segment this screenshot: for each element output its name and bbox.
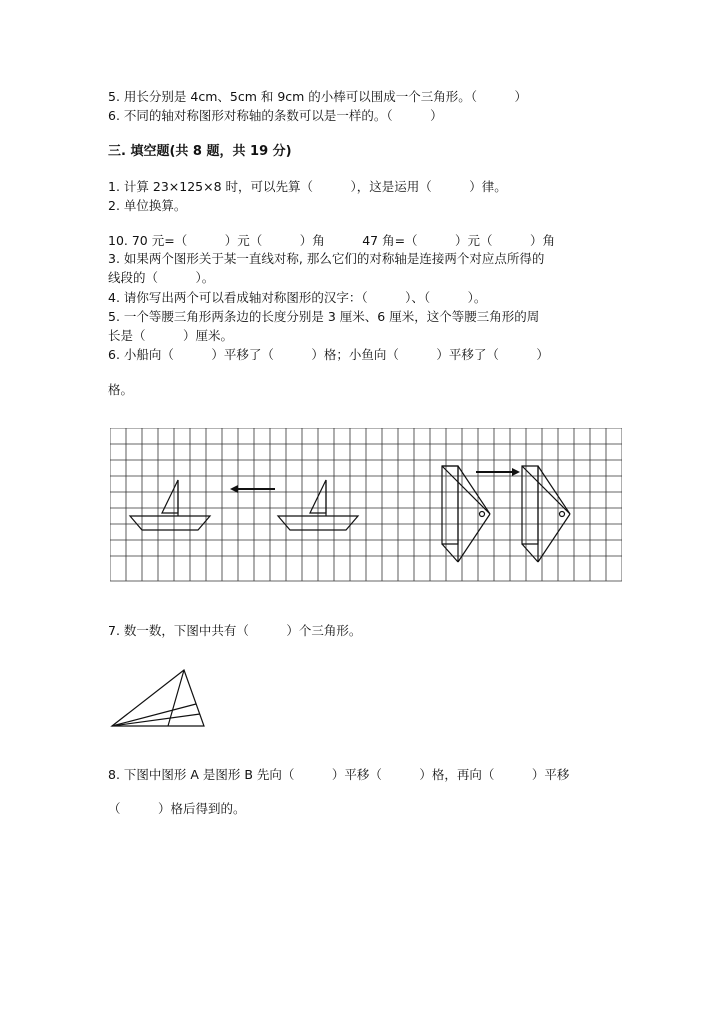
translation-grid-figure: [110, 428, 622, 582]
section-title: 三. 填空题(共 8 题，共 19 分): [108, 144, 292, 159]
question-5-line-2: 长是（ ）厘米。: [108, 328, 234, 343]
question-3-line-2: 线段的（ ）。: [108, 270, 215, 285]
arrow-right-icon: [476, 468, 520, 476]
question-6-line-1: 6. 小船向（ ）平移了（ ）格；小鱼向（ ）平移了（ ）: [108, 347, 549, 362]
question-2: 2. 单位换算。: [108, 198, 187, 213]
question-8-line-2: （ ）格后得到的。: [108, 801, 246, 816]
triangle-count-figure: [108, 666, 208, 730]
question-3-line-1: 3. 如果两个图形关于某一直线对称, 那么它们的对称轴是连接两个对应点所得的: [108, 251, 545, 266]
fish-right: [522, 466, 570, 562]
question-2-conversion: 10. 70 元=（ ）元（ ）角 47 角=（ ）元（ ）角: [108, 233, 556, 248]
judge-item-5: 5. 用长分别是 4cm、5cm 和 9cm 的小棒可以围成一个三角形。（ ）: [108, 89, 528, 104]
judge-item-6: 6. 不同的轴对称图形对称轴的条数可以是一样的。（ ）: [108, 108, 443, 123]
question-5-line-1: 5. 一个等腰三角形两条边的长度分别是 3 厘米、6 厘米，这个等腰三角形的周: [108, 309, 540, 324]
grid-lines: [110, 428, 622, 581]
question-1: 1. 计算 23×125×8 时，可以先算（ ），这是运用（ ）律。: [108, 179, 507, 194]
question-4: 4. 请你写出两个可以看成轴对称图形的汉字：（ ）、（ ）。: [108, 290, 487, 305]
question-8-line-1: 8. 下图中图形 A 是图形 B 先向（ ）平移（ ）格，再向（ ）平移: [108, 767, 570, 782]
fish-left: [442, 466, 490, 562]
question-6-line-2: 格。: [108, 382, 134, 397]
question-7: 7. 数一数，下图中共有（ ）个三角形。: [108, 623, 362, 638]
